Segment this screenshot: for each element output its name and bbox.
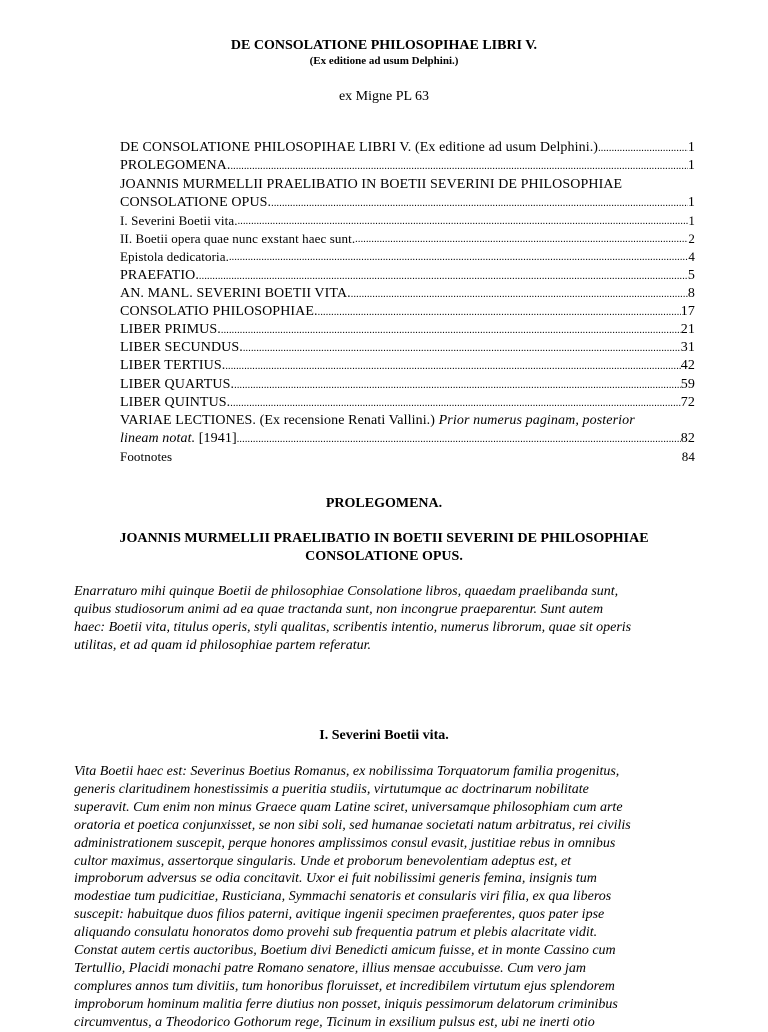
toc-entry-label: LIBER SECUNDUS. bbox=[120, 340, 243, 356]
toc-entry-page: 31 bbox=[680, 340, 695, 356]
toc-leader bbox=[229, 251, 688, 266]
toc-entry[interactable] bbox=[120, 303, 695, 321]
toc-variae-ref: [1941] bbox=[195, 431, 237, 447]
toc-leader bbox=[225, 360, 680, 375]
toc-entry-page: 2 bbox=[688, 231, 695, 247]
toc-leader bbox=[237, 433, 681, 448]
toc-entry-label bbox=[120, 430, 237, 448]
toc-leader bbox=[243, 342, 681, 357]
toc-entry-label: I. Severini Boetii vita. bbox=[120, 212, 238, 228]
praelibatio-paragraph: Enarraturo mihi quinque Boetii de philosophiae Consolatione libros, quaedam praelibanda sunt, quibus studiosorum animi ad ea quae tractanda sunt, non incongrue praeparentur. Sunt autem haec: Boetii vita, titulus operis, styli qualitas, scribentis intentio, numerus librorum, quae sit operis utilitas, et ad quam id philosophiae partem referatur. bbox=[74, 584, 632, 653]
toc-entry-label: PROLEGOMENA. bbox=[120, 158, 231, 174]
toc-entry-page: 1 bbox=[687, 140, 695, 156]
toc-entry-label: CONSOLATIONE OPUS. bbox=[120, 194, 272, 210]
toc-entry-label: AN. MANL. SEVERINI BOETII VITA. bbox=[120, 285, 351, 301]
toc-leader bbox=[221, 324, 681, 339]
toc-entry[interactable] bbox=[120, 157, 695, 175]
toc-leader bbox=[238, 215, 689, 230]
section-heading-prolegomena: PROLEGOMENA. bbox=[325, 496, 443, 511]
toc-entry-page: 4 bbox=[688, 249, 695, 265]
toc-entry-label: JOANNIS MURMELLII PRAELIBATIO IN BOETII SEVERINI DE PHILOSOPHIAE bbox=[120, 176, 623, 192]
toc-variae-label: VARIAE LECTIONES. (Ex recensione Renati Vallini.) bbox=[120, 413, 439, 428]
document-title: DE CONSOLATIONE PHILOSOPIHAE LIBRI V. bbox=[230, 38, 538, 53]
toc-variae-note: Prior numerus paginam, posterior bbox=[438, 413, 635, 428]
toc-entry[interactable] bbox=[120, 248, 695, 266]
toc-leader bbox=[355, 233, 688, 248]
toc-entry-label: LIBER PRIMUS. bbox=[120, 322, 221, 338]
toc-entry-page: 5 bbox=[687, 267, 695, 283]
toc-entry-label: DE CONSOLATIONE PHILOSOPIHAE LIBRI V. (Ex editione ad usum Delphini.) bbox=[120, 140, 599, 156]
vita-paragraph: Vita Boetii haec est: Severinus Boetius Romanus, ex nobilissima Torquatorum familia progenitus, generis claritudinem honestissimis a pueritia studiis, virtutumque ac doctrinarum nobilitate superavit. Cum enim non minus Graece quam Latine sciret, universamque philosophiam cum arte oratoria et poetica conjunxisset, se non sibi soli, sed humanae societati natum arbitratus, rei civilis administrationem suscepit, perque honores amplissimos consul evasit, justitiae rebus in omnibus cultor maximus, assertorque singularis. Unde et proborum benevolentiam adeptus est, et improborum adversus se odia concitavit. Uxor ei fuit nobilissimi generis femina, insignis tum modestiae tum pudicitiae, Rusticiana, Symmachi senatoris et consularis viri filia, ex qua liberos suscepit: habuitque duos filios paterni, avitique ingenii specimen praeferentes, quos pater ipse aliquando consulatu honoratos domo provehi sub frequentia patrum et plebis alacritate vidit. Constat autem certis auctoribus, Boetium divi Benedicti amicum fuisse, et in monte Cassino cum Tertullio, Placidi monachi patre Romano senatore, illius mensae accubuisse. Cum vero jam complures annos tum divitiis, tum honoribus floruisset, et incredibilem virtutum ejus splendorem improborum hominum malitia ferre diutius non posset, iniquis pessimorum delatorum criminibus circumventus, a Theodorico Gothorum rege, Ticinum in exsilium pulsus est, ubi ne inerti otio bbox=[74, 764, 631, 1030]
toc-leader bbox=[598, 142, 688, 157]
toc-leader bbox=[351, 288, 688, 303]
toc-entry[interactable] bbox=[120, 321, 695, 339]
toc-entry[interactable] bbox=[120, 266, 695, 284]
toc-entry-page: 82 bbox=[680, 431, 695, 447]
section-heading-vita: I. Severini Boetii vita. bbox=[319, 728, 449, 743]
toc-entry-label: Footnotes bbox=[120, 449, 173, 465]
toc-leader bbox=[230, 160, 687, 175]
toc-leader bbox=[271, 197, 688, 212]
toc-entry-page: 42 bbox=[680, 358, 695, 374]
toc-entry[interactable] bbox=[120, 230, 695, 248]
toc-entry[interactable] bbox=[120, 285, 695, 303]
toc-leader bbox=[199, 270, 688, 285]
toc-entry-label: CONSOLATIO PHILOSOPHIAE. bbox=[120, 303, 318, 319]
toc-entry[interactable] bbox=[120, 357, 695, 375]
toc-entry-label: II. Boetii opera quae nunc exstant haec sunt. bbox=[120, 231, 356, 247]
toc-entry-label bbox=[120, 412, 695, 430]
toc-entry-label: PRAEFATIO. bbox=[120, 267, 199, 283]
toc-entry-page: 1 bbox=[687, 158, 695, 174]
toc-entry-page: 21 bbox=[680, 322, 695, 338]
toc-entry-label: LIBER QUINTUS. bbox=[120, 394, 231, 410]
toc-entry-page: 72 bbox=[680, 394, 695, 410]
toc-entry-page: 17 bbox=[680, 303, 695, 319]
toc-entry[interactable] bbox=[120, 175, 695, 193]
toc-entry[interactable] bbox=[120, 394, 695, 412]
toc-entry[interactable] bbox=[120, 375, 695, 393]
document-subtitle: (Ex editione ad usum Delphini.) bbox=[309, 55, 459, 67]
toc-entry[interactable] bbox=[120, 194, 695, 212]
toc-entry-page: 84 bbox=[681, 449, 695, 465]
toc-entry-label: LIBER TERTIUS. bbox=[120, 358, 226, 374]
toc-entry-label: LIBER QUARTUS. bbox=[120, 376, 235, 392]
toc-entry[interactable] bbox=[120, 412, 695, 430]
toc-leader bbox=[234, 379, 681, 394]
toc-entry[interactable] bbox=[120, 139, 695, 157]
toc-leader bbox=[318, 306, 681, 321]
toc-entry[interactable] bbox=[120, 430, 695, 448]
toc-entry-page: 1 bbox=[687, 194, 695, 210]
section-heading-praelibatio: JOANNIS MURMELLII PRAELIBATIO IN BOETII SEVERINI DE PHILOSOPHIAE bbox=[119, 531, 649, 546]
toc-entry-label: Epistola dedicatoria. bbox=[120, 249, 229, 265]
toc-variae-note-cont: lineam notat. bbox=[120, 431, 196, 447]
toc-entry-page: 1 bbox=[688, 212, 695, 228]
section-heading-praelibatio-line2: CONSOLATIONE OPUS. bbox=[305, 549, 463, 564]
toc-entry-page: 8 bbox=[687, 285, 695, 301]
table-of-contents bbox=[120, 139, 695, 466]
toc-entry[interactable] bbox=[120, 339, 695, 357]
source-note: ex Migne PL 63 bbox=[338, 89, 430, 104]
toc-entry[interactable] bbox=[120, 448, 695, 466]
toc-leader bbox=[230, 397, 681, 412]
toc-entry-page: 59 bbox=[680, 376, 695, 392]
toc-entry[interactable] bbox=[120, 212, 695, 230]
